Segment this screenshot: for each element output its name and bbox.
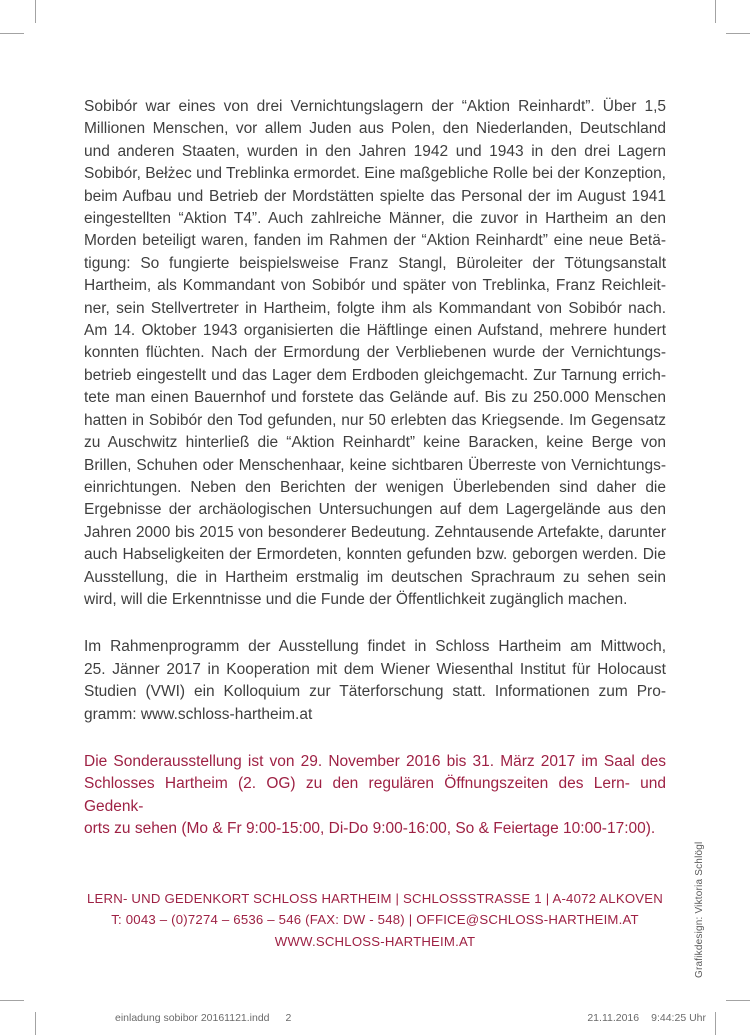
- footer-phone-email-line: T: 0043 – (0)7274 – 6536 – 546 (FAX: DW - 548) | OFFICE@SCHLOSS-HARTHEIM.AT: [111, 912, 639, 928]
- body-line: ner, sein Stellvertreter in Hartheim, folgte ihm als Kommandant von Sobibór nach.: [84, 299, 666, 317]
- body-line: betrieb eingestellt und das Lager dem Erdboden gleichgemacht. Zur Tarnung errich-: [84, 366, 666, 384]
- paragraph-sobibor-history: [84, 96, 666, 611]
- crop-mark-top-right-horizontal: [726, 33, 750, 34]
- crop-mark-bottom-left-vertical: [35, 1012, 36, 1035]
- body-line: Sobibór, Bełżec und Treblinka ermordet. Eine maßgebliche Rolle bei der Konzeption,: [84, 165, 666, 183]
- body-line: zu Auschwitz hinterließ die “Aktion Reinhardt” keine Baracken, keine Berge von: [84, 434, 666, 452]
- footer-contact-block: [84, 888, 666, 952]
- slug-time: 9:44:25 Uhr: [651, 1012, 706, 1024]
- crop-mark-top-left-horizontal: [0, 33, 24, 34]
- body-line: auch Habseligkeiten der Ermordeten, konnten gefunden bzw. geborgen werden. Die: [84, 546, 666, 564]
- body-line: Jahren 2000 bis 2015 von besonderer Bedeutung. Zehntausende Artefakte, darunter: [84, 523, 666, 541]
- slug-timestamp: [587, 1012, 706, 1024]
- body-line: Studien (VWI) ein Kolloquium zur Täterforschung statt. Informationen zum Pro-: [84, 683, 666, 701]
- crop-mark-bottom-left-horizontal: [0, 1000, 24, 1001]
- crop-mark-bottom-right-horizontal: [726, 1000, 750, 1001]
- footer-website-line: WWW.SCHLOSS-HARTHEIM.AT: [274, 933, 476, 949]
- body-line-with-url: gramm: www.schloss-hartheim.at: [84, 705, 313, 723]
- crop-mark-bottom-right-vertical: [715, 1012, 716, 1035]
- highlight-line: orts zu sehen (Mo & Fr 9:00-15:00, Di-Do 9:00-16:00, So & Feiertage 10:00-17:00).: [84, 820, 656, 838]
- footer-address-line: LERN- UND GEDENKORT SCHLOSS HARTHEIM | SCHLOSSSTRASSE 1 | A-4072 ALKOVEN: [86, 891, 664, 906]
- body-line: wird, will die Erkenntnisse und die Funde der Öffentlichkeit zugänglich machen.: [84, 590, 628, 608]
- highlight-line: Die Sonderausstellung ist von 29. November 2016 bis 31. März 2017 im Saal des: [84, 752, 666, 770]
- body-line: hatten in Sobibór den Tod gefunden, nur 50 erlebten das Kriegsende. Im Gegensatz: [84, 411, 666, 429]
- body-line: einrichtungen. Neben den Berichten der wenigen Überlebenden sind daher die: [84, 478, 666, 496]
- body-line: Ergebnisse der archäologischen Untersuchungen auf dem Lagergelände aus den: [84, 501, 666, 519]
- slug-filename: einladung sobibor 20161121.indd: [115, 1012, 270, 1024]
- paragraph-colloquium-program: [84, 636, 666, 726]
- body-line: Brillen, Schuhen oder Menschenhaar, keine sichtbaren Überreste von Vernichtungs-: [84, 456, 666, 474]
- crop-mark-top-right-vertical: [715, 0, 716, 23]
- body-line: 25. Jänner 2017 in Kooperation mit dem Wiener Wiesenthal Institut für Holocaust: [84, 660, 666, 678]
- body-line: Am 14. Oktober 1943 organisierten die Häftlinge einen Aufstand, mehrere hundert: [84, 322, 666, 340]
- body-line: Ausstellung, die in Hartheim erstmalig im deutschen Sprachraum zu sehen sein: [84, 568, 666, 586]
- body-line: Morden beteiligt waren, fanden im Rahmen der “Aktion Reinhardt” eine neue Betä-: [84, 232, 666, 250]
- main-text-column: [84, 96, 666, 866]
- slug-date: 21.11.2016: [587, 1012, 640, 1024]
- paragraph-exhibition-dates: [84, 751, 666, 841]
- slug-page-number: 2: [285, 1012, 292, 1024]
- body-line: eingestellten “Aktion T4”. Auch zahlreiche Männer, die zuvor in Hartheim an den: [84, 210, 666, 228]
- body-line: Sobibór war eines von drei Vernichtungslagern der “Aktion Reinhardt”. Über 1,5: [84, 98, 666, 115]
- body-line: beim Aufbau und Betrieb der Mordstätten spielte das Personal der im August 1941: [84, 187, 666, 205]
- crop-mark-top-left-vertical: [35, 0, 36, 23]
- body-line: tigung: So fungierte beispielsweise Franz Stangl, Büroleiter der Tötungsanstalt: [84, 254, 666, 272]
- slug-file-info: [115, 1012, 291, 1024]
- highlight-line: Schlosses Hartheim (2. OG) zu den regulären Öffnungszeiten des Lern- und Gedenk-: [84, 775, 666, 815]
- body-line: Im Rahmenprogramm der Ausstellung findet in Schloss Hartheim am Mittwoch,: [84, 638, 666, 656]
- body-line: Hartheim, als Kommandant von Sobibór und später von Treblinka, Franz Reichleit-: [84, 277, 666, 295]
- body-line: tete man einen Bauernhof und forstete das Gelände auf. Bis zu 250.000 Menschen: [84, 389, 666, 407]
- design-credit: Grafikdesign: Viktoria Schlögl: [694, 841, 705, 978]
- body-line: Millionen Menschen, vor allem Juden aus Polen, den Niederlanden, Deutschland: [84, 120, 666, 138]
- body-line: konnten flüchten. Nach der Ermordung der Verbliebenen wurde der Vernichtungs-: [84, 344, 666, 362]
- body-line: und anderen Staaten, wurden in den Jahren 1942 und 1943 in den drei Lagern: [84, 142, 666, 160]
